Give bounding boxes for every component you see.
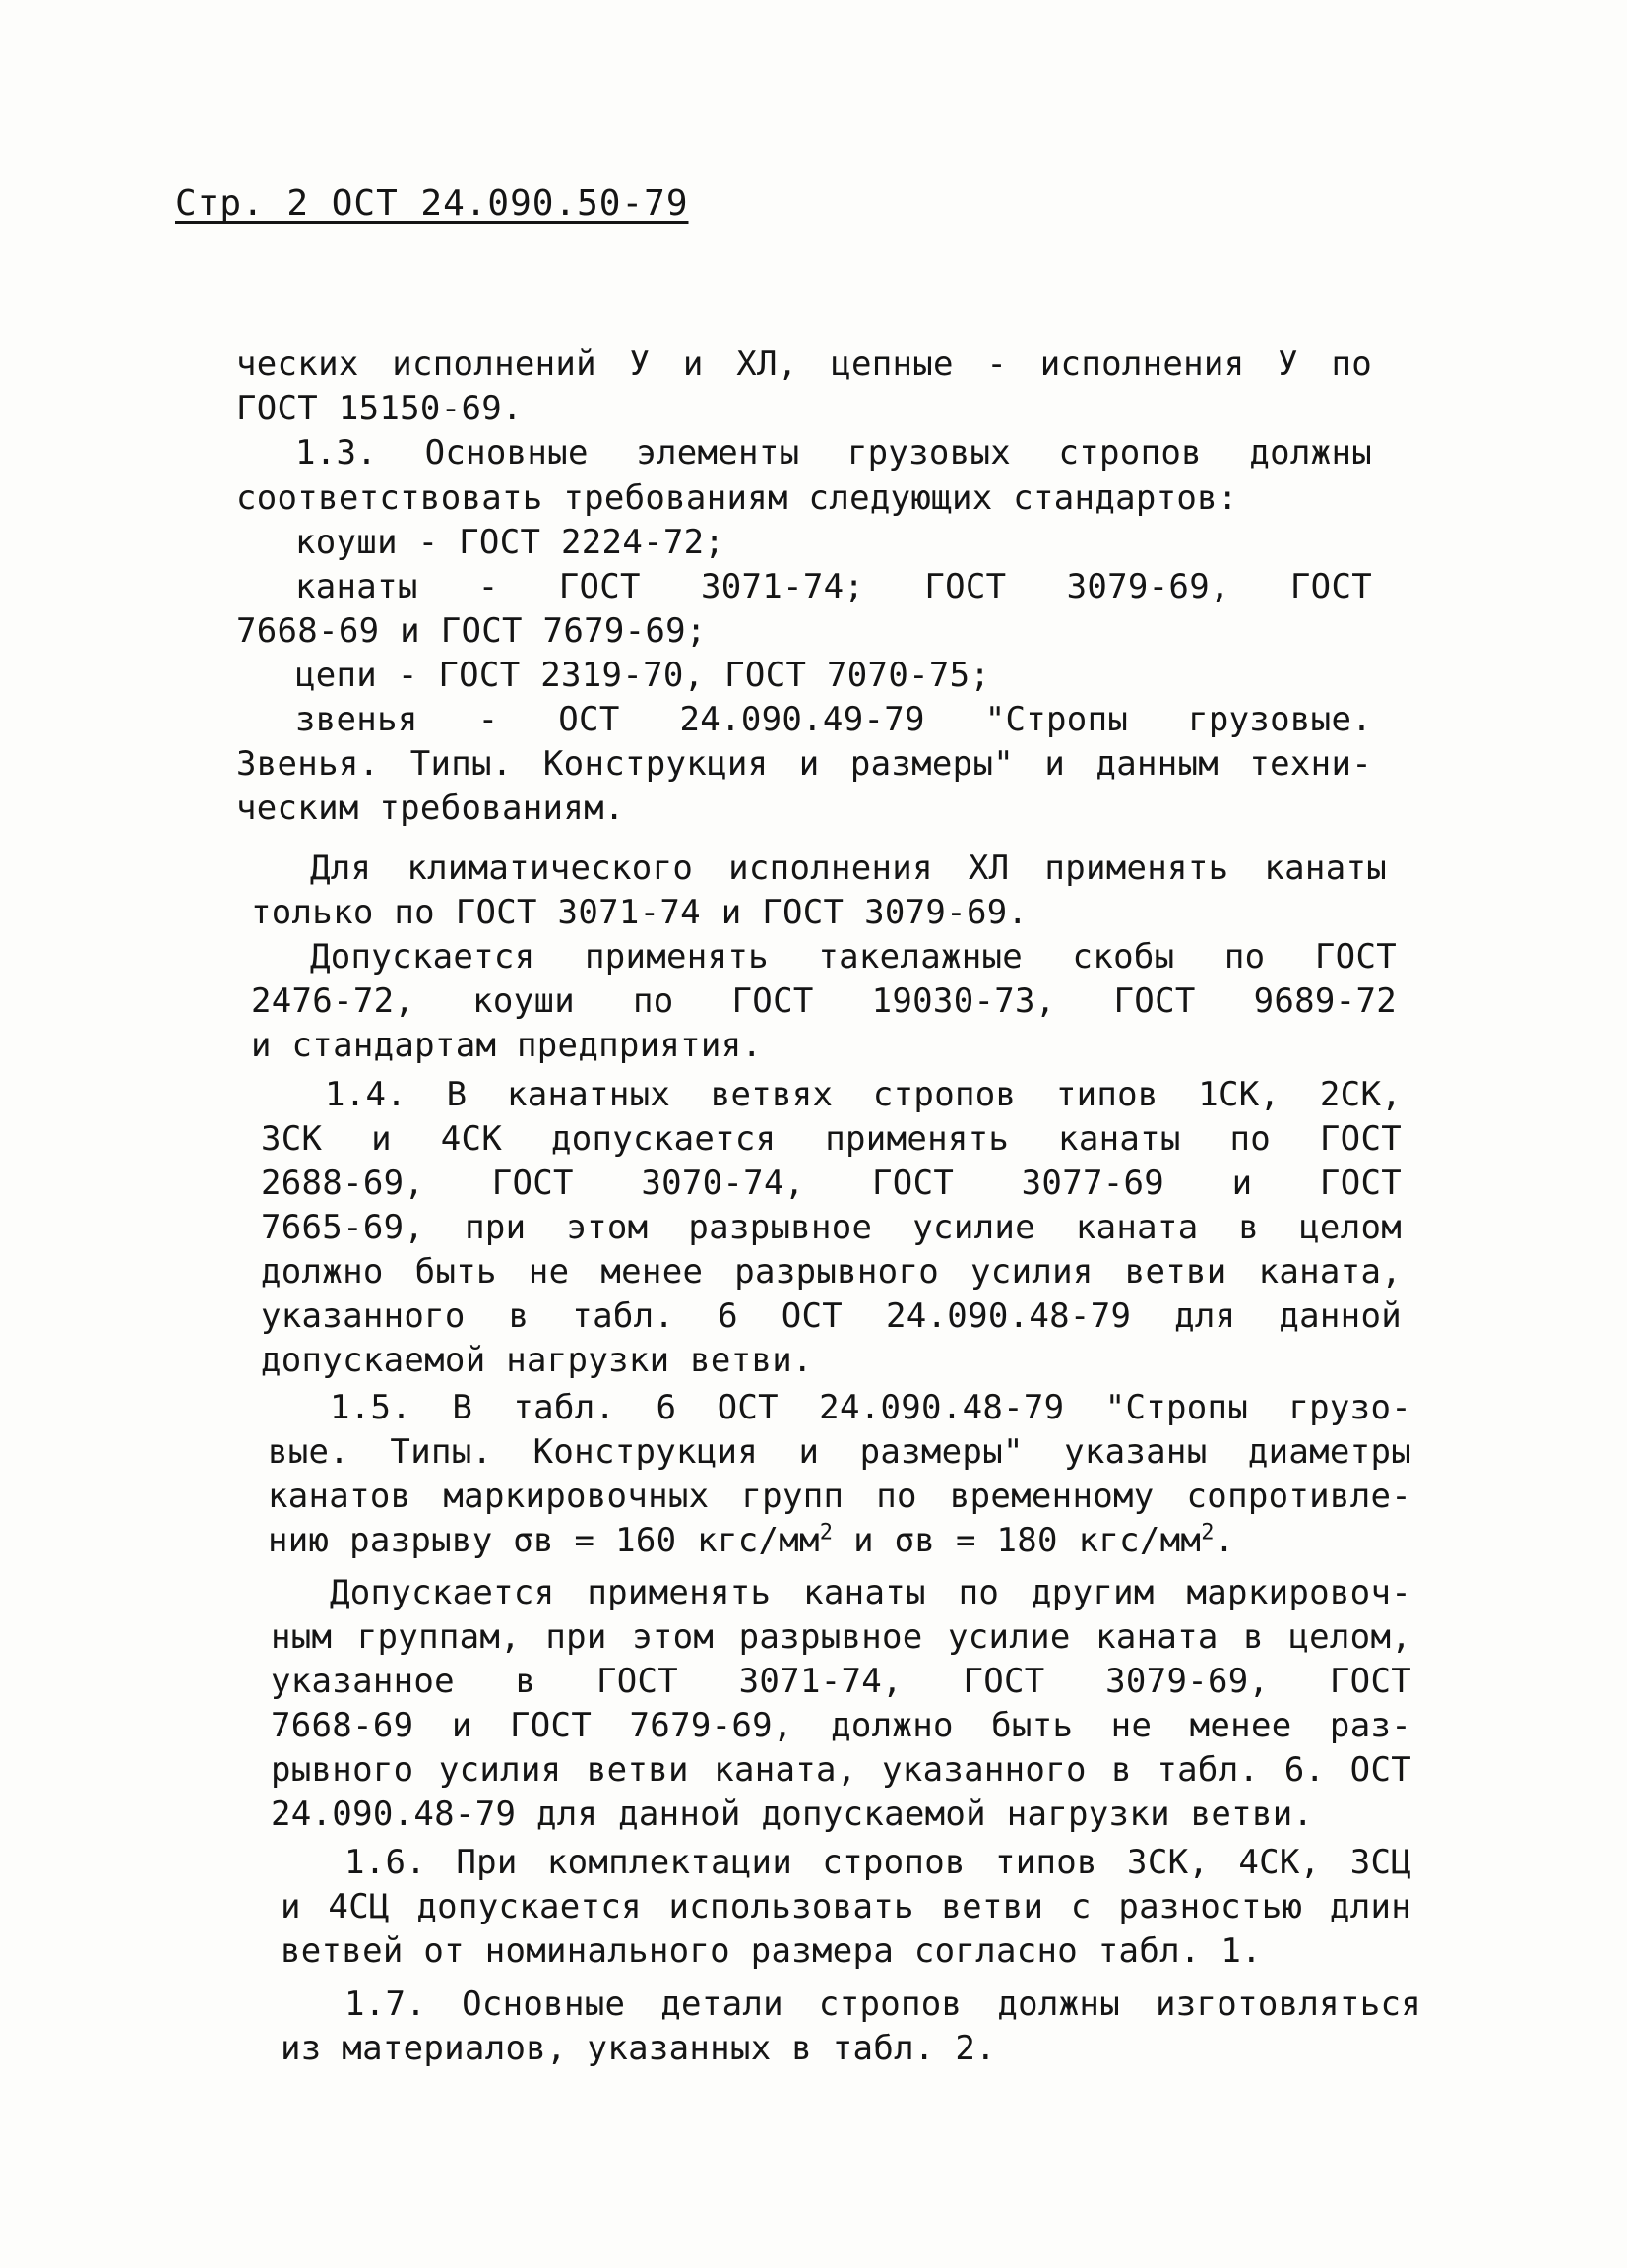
text-line: ным группам, при этом разрывное усилие каната в целом, [271, 1617, 1411, 1657]
text-line: Для климатического исполнения ХЛ применять канаты [310, 849, 1387, 888]
text-line: Допускается применять канаты по другим маркировоч- [330, 1573, 1411, 1612]
text-line: 1.3. Основные элементы грузовых стропов должны [295, 433, 1372, 472]
formula-text-b: и σв = 180 кгс/мм [833, 1521, 1202, 1560]
text-line: 2476-72, коуши по ГОСТ 19030-73, ГОСТ 9689-72 [251, 981, 1397, 1021]
text-line: ческих исполнений У и ХЛ, цепные - исполнения У по [236, 345, 1372, 384]
text-line: 7668-69 и ГОСТ 7679-69, должно быть не менее раз- [271, 1706, 1411, 1745]
text-line: коуши - ГОСТ 2224-72; [295, 523, 725, 562]
text-line: 1.4. В канатных ветвях стропов типов 1СК, 2СК, [325, 1075, 1402, 1114]
text-line: ветвей от номинального размера согласно табл. 1. [281, 1931, 1262, 1971]
formula-text-a: нию разрыву σв = 160 кгс/мм [268, 1521, 820, 1560]
formula-text-end: . [1214, 1521, 1235, 1560]
text-line: канаты - ГОСТ 3071-74; ГОСТ 3079-69, ГОСТ [295, 567, 1372, 606]
text-line: ГОСТ 15150-69. [236, 389, 523, 428]
text-line: и стандартам предприятия. [251, 1026, 763, 1065]
text-line: 2688-69, ГОСТ 3070-74, ГОСТ 3077-69 и ГОСТ [261, 1164, 1402, 1203]
text-line: 7665-69, при этом разрывное усилие каната в целом [261, 1208, 1402, 1247]
formula-exponent-b: 2 [1201, 1520, 1215, 1545]
formula-exponent-a: 2 [819, 1520, 834, 1545]
text-line: 3СК и 4СК допускается применять канаты по ГОСТ [261, 1119, 1402, 1159]
page-header: Стр. 2 ОСТ 24.090.50-79 [175, 183, 689, 223]
text-line: цепи - ГОСТ 2319-70, ГОСТ 7070-75; [295, 656, 991, 695]
text-line: из материалов, указанных в табл. 2. [281, 2029, 996, 2068]
text-line: допускаемой нагрузки ветви. [261, 1341, 813, 1380]
text-line: 24.090.48-79 для данной допускаемой нагрузки ветви. [271, 1795, 1314, 1834]
text-line: и 4СЦ допускается использовать ветви с разностью длин [281, 1887, 1411, 1926]
text-line: только по ГОСТ 3071-74 и ГОСТ 3079-69. [251, 893, 1029, 932]
text-line: канатов маркировочных групп по временному сопротивле- [268, 1477, 1411, 1516]
text-line: соответствовать требованиям следующих стандартов: [236, 478, 1238, 518]
text-line: Звенья. Типы. Конструкция и размеры" и данным техни- [236, 744, 1372, 784]
text-line: звенья - ОСТ 24.090.49-79 "Стропы грузовые. [295, 700, 1372, 739]
formula-line [268, 1521, 1235, 1560]
text-line: вые. Типы. Конструкция и размеры" указаны диаметры [268, 1432, 1411, 1472]
text-line: Допускается применять такелажные скобы по ГОСТ [310, 937, 1397, 976]
text-line: ческим требованиям. [236, 788, 625, 828]
text-line: 1.7. Основные детали стропов должны изготовляться [344, 1984, 1421, 2024]
text-line: указанного в табл. 6 ОСТ 24.090.48-79 для данной [261, 1296, 1402, 1336]
text-line: 1.5. В табл. 6 ОСТ 24.090.48-79 "Стропы грузо- [330, 1388, 1411, 1427]
text-line: должно быть не менее разрывного усилия ветви каната, [261, 1252, 1402, 1292]
text-line: 1.6. При комплектации стропов типов 3СК, 4СК, 3СЦ [344, 1843, 1411, 1882]
text-line: 7668-69 и ГОСТ 7679-69; [236, 611, 707, 651]
text-line: рывного усилия ветви каната, указанного в табл. 6. ОСТ [271, 1750, 1411, 1790]
text-line: указанное в ГОСТ 3071-74, ГОСТ 3079-69, ГОСТ [271, 1662, 1411, 1701]
